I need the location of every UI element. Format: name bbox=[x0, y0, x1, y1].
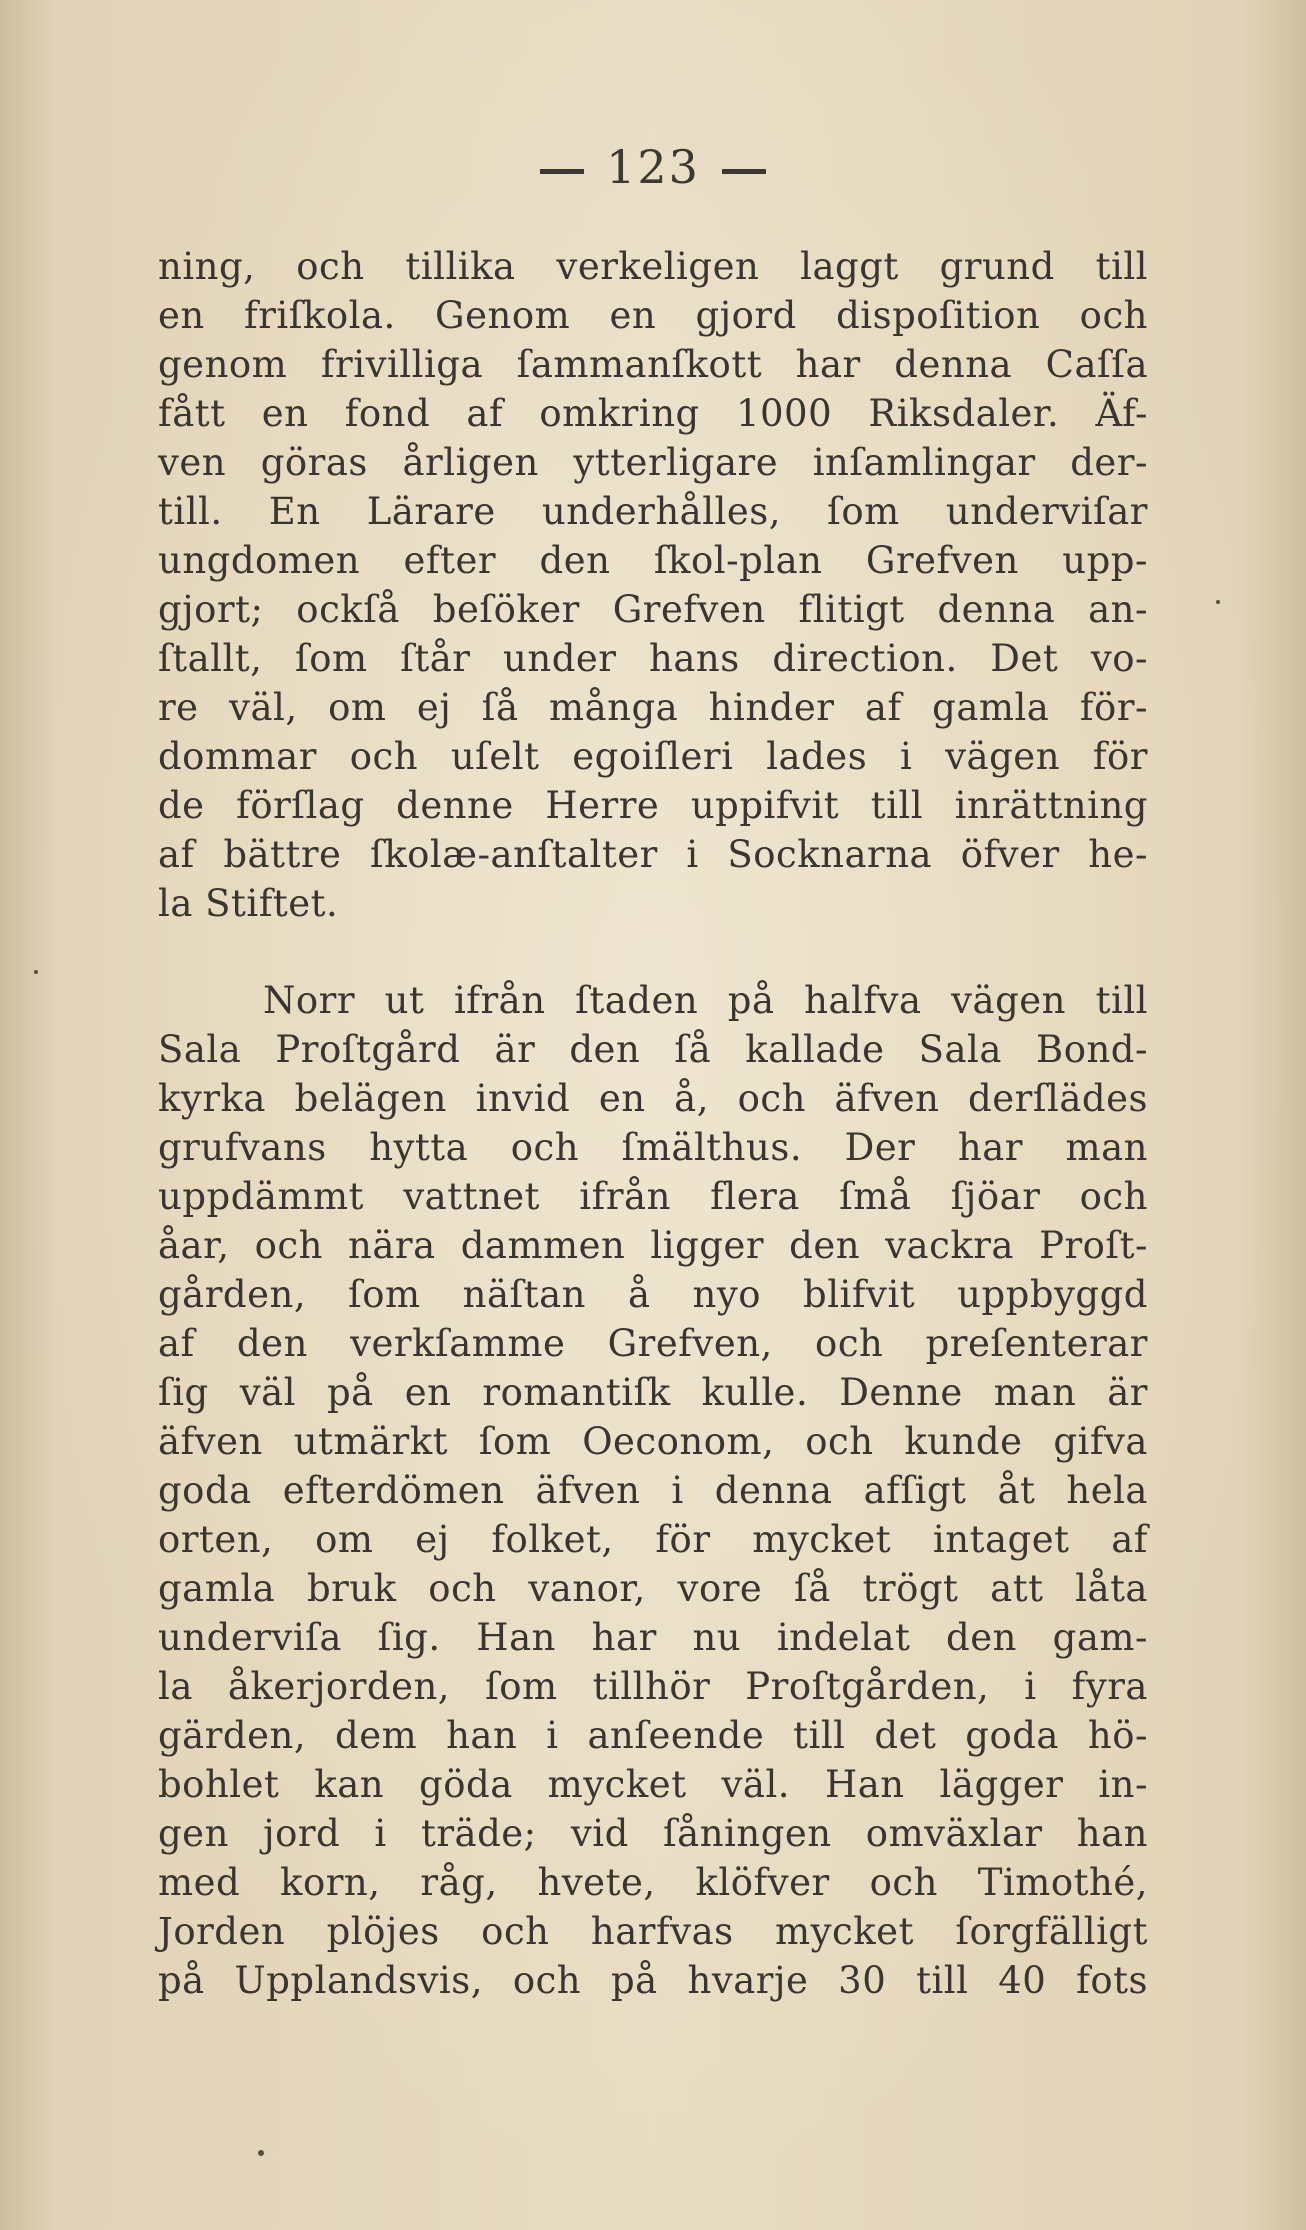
text-line: fått en fond af omkring 1000 Riksdaler. Äf- bbox=[158, 392, 1148, 435]
text-line: orten, om ej folket, för mycket intaget af bbox=[158, 1518, 1148, 1561]
text-line: till. En Lärare underhålles, ſom underviſar bbox=[158, 490, 1148, 533]
paper-speck bbox=[1216, 600, 1220, 604]
body-text bbox=[158, 242, 1148, 2005]
text-line: Jorden plöjes och harfvas mycket ſorgfälligt bbox=[158, 1910, 1148, 1953]
text-line: la åkerjorden, ſom tillhör Proſtgården, i fyra bbox=[158, 1665, 1148, 1708]
text-line: ungdomen efter den ſkol-plan Grefven upp- bbox=[158, 539, 1148, 582]
page-number: 123 bbox=[606, 140, 700, 194]
text-line: af den verkſamme Grefven, och preſenterar bbox=[158, 1322, 1148, 1365]
text-line: ven göras årligen ytterligare inſamlingar der- bbox=[158, 441, 1148, 484]
text-line: gården, ſom näſtan å nyo blifvit uppbyggd bbox=[158, 1273, 1148, 1316]
text-line: dommar och uſelt egoiſleri lades i vägen för bbox=[158, 735, 1148, 778]
paper-speck bbox=[258, 2150, 264, 2156]
text-line: uppdämmt vattnet ifrån flera ſmå ſjöar och bbox=[158, 1175, 1148, 1218]
text-line: äfven utmärkt ſom Oeconom, och kunde gifva bbox=[158, 1420, 1148, 1463]
text-line: bohlet kan göda mycket väl. Han lägger in- bbox=[158, 1763, 1148, 1806]
header-dash-right bbox=[722, 169, 766, 174]
header-dash-left bbox=[540, 169, 584, 174]
text-line: gärden, dem han i anſeende till det goda hö- bbox=[158, 1714, 1148, 1757]
paragraph-gap bbox=[158, 928, 1148, 976]
text-line: goda efterdömen äfven i denna afſigt åt hela bbox=[158, 1469, 1148, 1512]
paragraph-2 bbox=[158, 976, 1148, 2005]
text-line: Norr ut ifrån ſtaden på halfva vägen till bbox=[263, 979, 1148, 1022]
text-line: re väl, om ej ſå många hinder af gamla för- bbox=[158, 686, 1148, 729]
paper-speck bbox=[34, 970, 38, 974]
text-line: Sala Proſtgård är den ſå kallade Sala Bond- bbox=[158, 1028, 1148, 1071]
text-line: kyrka belägen invid en å, och äfven derſlädes bbox=[158, 1077, 1148, 1120]
text-line: de förſlag denne Herre uppifvit till inrättning bbox=[158, 784, 1148, 827]
text-line: ning, och tillika verkeligen laggt grund till bbox=[158, 245, 1148, 288]
paragraph-1 bbox=[158, 242, 1148, 928]
text-line: genom frivilliga ſammanſkott har denna Caſſa bbox=[158, 343, 1148, 386]
text-line: med korn, råg, hvete, klöfver och Timothé, bbox=[158, 1861, 1148, 1904]
text-line: gjort; ockſå beſöker Grefven flitigt denna an- bbox=[158, 588, 1148, 631]
text-line: underviſa ſig. Han har nu indelat den gam- bbox=[158, 1616, 1148, 1659]
page-header bbox=[0, 140, 1306, 194]
text-line: ſig väl på en romantiſk kulle. Denne man är bbox=[158, 1371, 1148, 1414]
text-line: af bättre ſkolæ-anſtalter i Socknarna öfver he- bbox=[158, 833, 1148, 876]
text-line: gamla bruk och vanor, vore ſå trögt att låta bbox=[158, 1567, 1148, 1610]
text-line: åar, och nära dammen ligger den vackra Proſt- bbox=[158, 1224, 1148, 1267]
text-line: la Stiftet. bbox=[158, 882, 339, 925]
text-line: ſtallt, ſom ſtår under hans direction. Det vo- bbox=[158, 637, 1148, 680]
text-line: på Upplandsvis, och på hvarje 30 till 40 fots bbox=[158, 1959, 1148, 2002]
text-line: en friſkola. Genom en gjord dispoſition och bbox=[158, 294, 1148, 337]
text-line: gen jord i träde; vid ſåningen omväxlar han bbox=[158, 1812, 1148, 1855]
text-line: grufvans hytta och ſmälthus. Der har man bbox=[158, 1126, 1148, 1169]
